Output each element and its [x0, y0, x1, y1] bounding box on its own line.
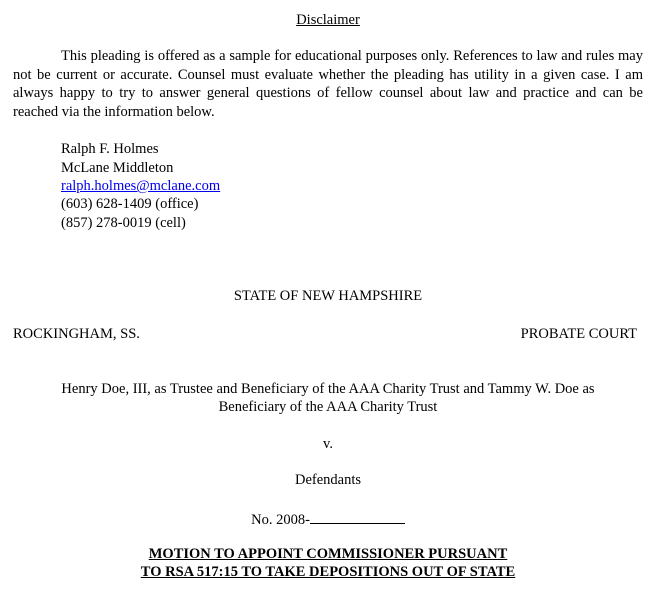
motion-title-line-1: MOTION TO APPOINT COMMISSIONER PURSUANT — [148, 546, 508, 562]
contact-name: Ralph F. Holmes — [61, 141, 159, 157]
contact-email-link[interactable]: ralph.holmes@mclane.com — [61, 178, 221, 194]
motion-title-line-2: TO RSA 517:15 TO TAKE DEPOSITIONS OUT OF STATE — [140, 564, 516, 580]
contact-office-phone: (603) 628-1409 (office) — [61, 196, 199, 212]
disclaimer-paragraph — [13, 47, 643, 121]
versus-label: v. — [323, 436, 333, 452]
disclaimer-text: This pleading is offered as a sample for educational purposes only. References to law and rules may not be current or accurate. Counsel must evaluate whether the pleading has utility in a given case. I am always happy to try to answer general questions of fellow counsel about law and practice and can be reached via the information below. — [13, 48, 643, 120]
plaintiffs-line-2: Beneficiary of the AAA Charity Trust — [218, 399, 438, 415]
state-heading: STATE OF NEW HAMPSHIRE — [233, 288, 423, 304]
disclaimer-heading: Disclaimer — [296, 12, 360, 28]
defendants-label: Defendants — [294, 472, 362, 488]
plaintiffs-line-1: Henry Doe, III, as Trustee and Beneficiary of the AAA Charity Trust and Tammy W. Doe as — [61, 381, 595, 397]
docket-number — [0, 509, 656, 529]
county-label: ROCKINGHAM, SS. — [13, 326, 140, 342]
contact-cell-phone: (857) 278-0019 (cell) — [61, 215, 186, 231]
docket-blank-line — [310, 509, 405, 524]
contact-firm: McLane Middleton — [61, 160, 174, 176]
court-label: PROBATE COURT — [520, 326, 637, 342]
docket-prefix: No. 2008- — [251, 512, 310, 528]
